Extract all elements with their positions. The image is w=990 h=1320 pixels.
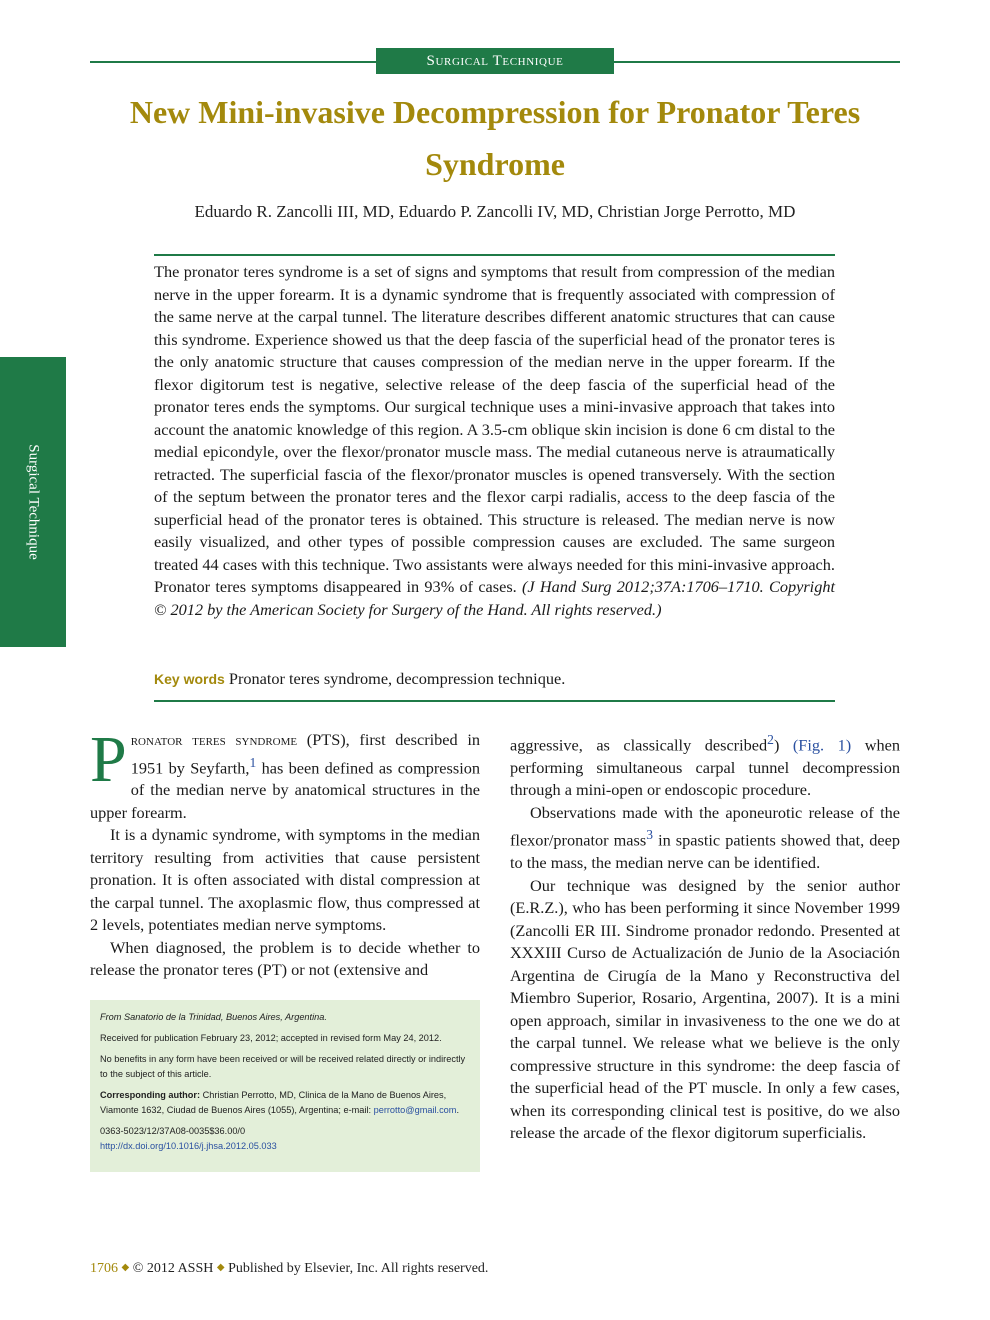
conflict-statement: No benefits in any form have been received or will be received related directly or indirectly to the subject of this article. <box>100 1054 466 1079</box>
keywords <box>154 668 835 690</box>
corr-text: Christian Perrotto, MD, Clinica de la Mano de Buenos Aires, Viamonte 1632, Ciudad de Buenos Aires (1055), Argentina; e-mail: <box>100 1090 447 1115</box>
keywords-label: Key words <box>154 671 225 687</box>
body-column-right <box>510 729 900 1145</box>
paragraph: Our technique was designed by the senior author (E.R.Z.), who has been performing it since November 1999 (Zancolli ER III. Sindrome pronador redondo. Presented at XXXIII Curso de Actualización de Junio de la Asociación Argentina de Cirugía de la Mano y Reconstructiva del Miembro Superior, Rosario, Argentina, 2007). It is a mini open approach, similar in invasiveness to the one we do at the carpal tunnel. We release what we believe is the only compressive structure in this syndrome: the deep fascia of the superficial head of the PT muscle. In only a few cases, when its corresponding clinical test is positive, do we also release the arcade of the flexor digitorum superficialis. <box>510 875 900 1143</box>
reference-3[interactable]: 3 <box>646 827 653 843</box>
corr-label: Corresponding author: <box>100 1090 201 1100</box>
text-run: has been defined as compression of the median nerve by anatomical structures in the upper forearm. <box>90 757 481 822</box>
figure-link[interactable]: (Fig. 1) <box>792 735 852 755</box>
doi-link[interactable]: http://dx.doi.org/10.1016/j.jhsa.2012.05.033 <box>100 1141 277 1151</box>
paragraph <box>90 723 481 824</box>
reference-2[interactable]: 2 <box>767 732 774 747</box>
footnote-box <box>90 1000 480 1172</box>
page-number: 1706 <box>90 1261 118 1276</box>
bullet-icon: ◆ <box>121 1262 130 1273</box>
text-run: in spastic patients showed that, deep to the mass, the median nerve can be identified. <box>510 830 901 873</box>
page-footer <box>90 1258 900 1279</box>
email-link[interactable]: perrotto@gmail.com <box>373 1105 457 1115</box>
drop-cap: P <box>90 723 127 796</box>
paragraph <box>510 802 900 875</box>
text-run: Observations made with the aponeurotic release of the flexor/pronator mass <box>510 802 900 850</box>
lead-in: ronator teres syndrome <box>130 730 298 749</box>
copyright: © 2012 ASSH <box>132 1261 214 1276</box>
affiliation: From Sanatorio de la Trinidad, Buenos Aires, Argentina. <box>100 1012 327 1022</box>
issn: 0363-5023/12/37A08-0035$36.00/0 <box>100 1126 246 1136</box>
identifiers <box>100 1124 470 1154</box>
abstract-text: The pronator teres syndrome is a set of signs and symptoms that result from compression of the median nerve in the upper forearm. It is a dynamic syndrome that is frequently associated with compression of the same nerve at the carpal tunnel. The literature describes different anatomic structures that can cause this syndrome. Experience showed us that the deep fascia of the superficial head of the pronator teres is the only anatomic structure that causes compression of the median nerve in the upper forearm. If the flexor digitorum test is negative, selective release of the deep fascia of the superficial head of the pronator teres ends the symptoms. Our surgical technique uses a mini-invasive approach that takes into account the anatomic knowledge of this region. A 3.5-cm oblique skin incision is done 6 cm distal to the medial epicondyle, over the flexor/pronator muscle mass. The medial cutaneous nerve is atraumatically retracted. The superficial fascia of the flexor/pronator muscles is opened transversely. With the section of the septum between the pronator teres and the flexor carpi radialis, access to the deep fascia of the superficial head of the pronator teres is obtained. This structure is released. The median nerve is now easily visualized, and other types of possible compression causes are excluded. The same surgeon treated 44 cases with this technique. Two assistants were always needed for this mini-invasive approach. Pronator teres symptoms disappeared in 93% of cases. <box>154 262 835 596</box>
side-tab-label: Surgical Technique <box>25 444 42 560</box>
section-badge: Surgical Technique <box>376 48 614 74</box>
text-run: ) <box>773 735 793 755</box>
paragraph <box>510 729 900 802</box>
abstract-citation: (J Hand Surg 2012;37A:1706–1710. Copyright © 2012 by the American Society for Surgery of the Hand. All rights reserved.) <box>154 577 836 619</box>
text-run: when performing simultaneous carpal tunnel decompression through a mini-open or endoscopic procedure. <box>510 735 900 800</box>
text-run: aggressive, as classically described <box>510 735 768 755</box>
paragraph: When diagnosed, the problem is to decide whether to release the pronator teres (PT) or not (extensive and <box>90 937 480 980</box>
corresponding-author <box>100 1088 470 1118</box>
body-column-left <box>90 723 481 982</box>
corr-end: . <box>456 1105 460 1115</box>
text-run: (PTS), first described in 1951 by Seyfarth, <box>130 730 480 777</box>
reference-1[interactable]: 1 <box>249 754 257 770</box>
author-list: Eduardo R. Zancolli III, MD, Eduardo P. Zancolli IV, MD, Christian Jorge Perrotto, MD <box>194 202 796 221</box>
abstract-rule-top <box>154 254 835 256</box>
abstract-rule-bottom <box>154 700 835 702</box>
publisher: Published by Elsevier, Inc. All rights reserved. <box>228 1261 489 1276</box>
paragraph: It is a dynamic syndrome, with symptoms in the median territory resulting from activities that cause persistent pronation. It is often associated with distal compression at the carpal tunnel. The axoplasmic flow, thus compressed at 2 levels, potentiates median nerve symptoms. <box>90 825 480 935</box>
received-dates: Received for publication February 23, 2012; accepted in revised form May 24, 2012. <box>100 1033 442 1043</box>
keywords-text: Pronator teres syndrome, decompression technique. <box>228 669 566 688</box>
bullet-icon: ◆ <box>216 1262 225 1273</box>
article-title: New Mini-invasive Decompression for Pronator Teres Syndrome <box>129 94 861 182</box>
abstract <box>154 261 835 621</box>
